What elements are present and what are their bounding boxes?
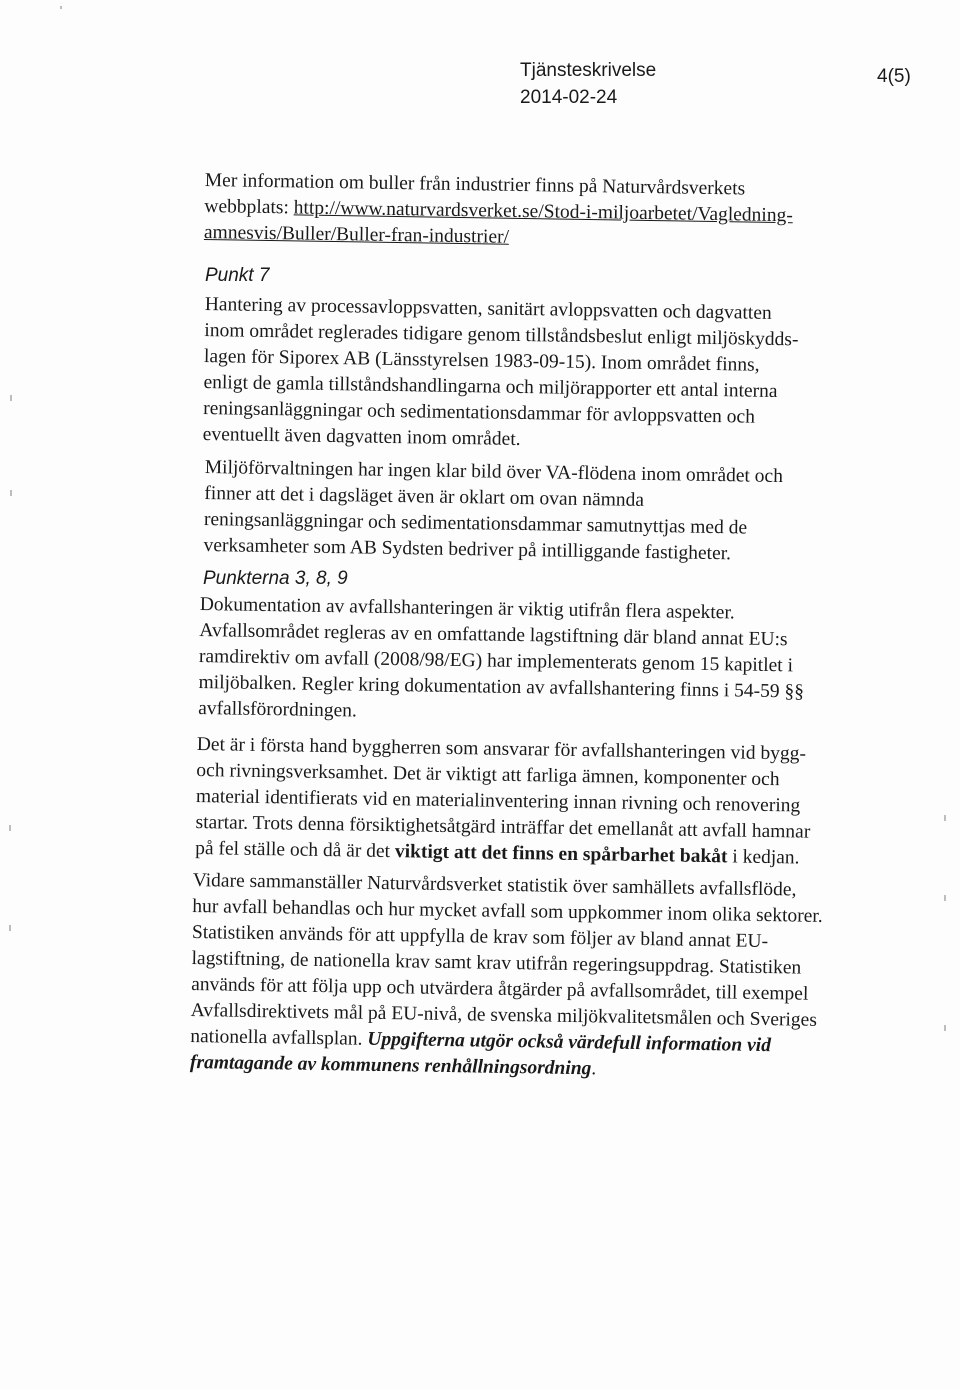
punkterna-line: Avfallsområdet regleras av en omfattande lagstiftning där bland annat EU:s [199,619,788,651]
miljo-line: verksamheter som AB Sydsten bedriver på intilliggande fastigheter. [203,534,732,565]
byggherren-paragraph [195,732,857,872]
scan-speck [944,815,946,821]
punkt-7-line: reningsanläggningar och sedimentationsdammar för avloppsvatten och [203,397,756,428]
miljoforvaltningen-paragraph [203,455,865,569]
punkt-7-line: eventuellt även dagvatten inom området. [202,423,521,450]
scan-speck [9,825,11,831]
page-number: 4(5) [877,66,911,87]
intro-line-1: Mer information om buller från industrier finns på Naturvårdsverkets [204,169,746,200]
vidare-line: används för att följa upp och utvärdera åtgärder på avfallsområdet, till exempel [191,973,809,1005]
punkterna-line: Dokumentation av avfallshanteringen är viktig utifrån flera aspekter. [199,593,735,624]
punkt-7-line: Hantering av processavloppsvatten, sanitärt avloppsvatten och dagvatten [204,293,772,324]
bygg-last-suffix: i kedjan. [727,846,800,869]
punkterna-paragraph [198,592,860,732]
bygg-line: startar. Trots denna försiktighetsåtgärd inträffar det emellanåt att avfall hamnar [195,811,811,843]
punkterna-line: ramdirektiv om avfall (2008/98/EG) har implementerats genom 15 kapitlet i [198,645,794,677]
bygg-line: Det är i första hand byggherren som ansvarar för avfallshanteringen vid bygg- [196,733,807,765]
naturvardsverket-link-part-2[interactable]: amnesvis/Buller/Buller-fran-industrier/ [203,221,510,248]
intro-prefix: webbplats: [204,195,294,219]
vidare-line: hur avfall behandlas och hur mycket avfall som uppkommer inom olika sektorer. [192,895,823,927]
punkt-7-heading: Punkt 7 [205,265,270,286]
scan-speck [9,925,11,931]
vidare-line: Vidare sammanställer Naturvårdsverket statistik över samhällets avfallsflöde, [192,869,797,901]
scan-speck [944,895,946,901]
punkterna-line: miljöbalken. Regler kring dokumentation av avfallshantering finns i 54-59 §§ [198,671,805,703]
naturvardsverket-link-part-1[interactable]: http://www.naturvardsverket.se/Stod-i-miljoarbetet/Vagledning- [293,197,793,227]
document-type: Tjänsteskrivelse [520,60,657,81]
bygg-last-prefix: på fel ställe och då är det [195,837,396,863]
vidare-emphasis-1: Uppgifterna utgör också värdefull information vid [367,1028,772,1057]
miljo-line: reningsanläggningar och sedimentationsdammar samutnyttjas med de [203,508,748,539]
miljo-line: Miljöförvaltningen har ingen klar bild över VA-flödena inom området och [204,456,784,488]
scan-speck [944,1025,946,1031]
vidare-line: Avfallsdirektivets mål på EU-nivå, de svenska miljökvalitetsmålen och Sveriges [190,999,818,1031]
intro-paragraph [204,168,865,256]
vidare-line-7-prefix: nationella avfallsplan. [190,1025,368,1050]
miljo-line: finner att det i dagsläget även är oklart om ovan nämnda [204,482,645,511]
scan-speck [10,490,12,496]
vidare-line: Statistiken används för att uppfylla de krav som följer av bland annat EU- [191,921,769,953]
vidare-emphasis-2: framtagande av kommunens renhållningsordning [189,1051,592,1080]
punkterna-line: avfallsförordningen. [198,697,357,722]
scan-speck [60,6,62,9]
bygg-line: material identifierats vid en materialinventering innan rivning och renovering [195,785,801,817]
vidare-line-8-suffix: . [591,1058,597,1080]
scan-speck [10,395,12,401]
punkterna-heading: Punkterna 3, 8, 9 [203,568,348,589]
document-date: 2014-02-24 [520,87,618,108]
vidare-paragraph [190,868,853,1086]
punkt-7-paragraph [203,292,865,458]
punkt-7-line: enligt de gamla tillståndshandlingarna och miljörapporter ett antal interna [203,371,778,403]
punkt-7-line: inom området reglerades tidigare genom tillståndsbeslut enligt miljöskydds- [204,319,799,351]
vidare-line: lagstiftning, de nationella krav samt krav utifrån regeringsuppdrag. Statistiken [191,947,802,979]
bygg-emphasis: viktigt att det finns en spårbarhet bakåt [394,841,728,868]
bygg-line: och rivningsverksamhet. Det är viktigt att farliga ämnen, komponenter och [196,759,780,791]
punkt-7-line: lagen för Siporex AB (Länsstyrelsen 1983-09-15). Inom området finns, [203,345,760,376]
